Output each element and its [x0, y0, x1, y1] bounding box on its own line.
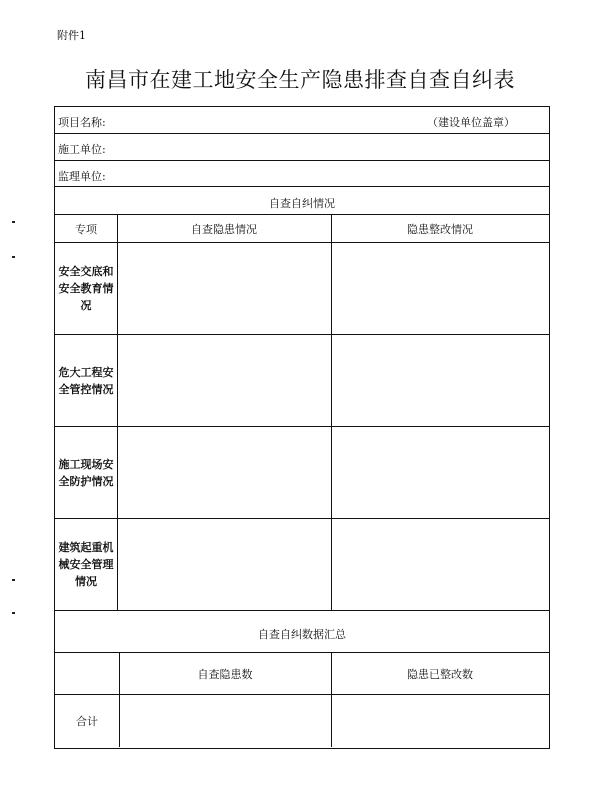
category-label: 安全交底和 安全教育情 况	[58, 265, 114, 312]
column-header-category: 专项	[75, 222, 97, 236]
stamp-note: （建设单位盖章）	[427, 116, 515, 129]
scan-mark	[12, 221, 15, 223]
construction-unit-label: 施工单位:	[58, 143, 106, 156]
section-title-row	[55, 187, 549, 215]
supervision-unit-row	[55, 161, 549, 187]
scan-mark	[12, 612, 15, 614]
summary-title-row	[55, 611, 549, 653]
summary-title: 自查自纠数据汇总	[258, 628, 346, 641]
summary-header-row	[55, 653, 549, 695]
form-title: 南昌市在建工地安全生产隐患排查自查自纠表	[85, 68, 515, 92]
category-label: 施工现场安 全防护情况	[58, 457, 114, 488]
summary-column-rectified: 隐患已整改数	[407, 667, 473, 681]
project-name-row	[55, 107, 549, 134]
scan-mark	[12, 256, 15, 258]
category-row-major-works	[55, 335, 549, 427]
supervision-unit-label: 监理单位:	[58, 170, 106, 183]
category-label: 建筑起重机 械安全管理 情况	[58, 541, 114, 588]
column-header-self-check: 自查隐患情况	[191, 222, 257, 236]
construction-unit-row	[55, 134, 549, 161]
attachment-label: 附件1	[57, 29, 86, 42]
column-header-row	[55, 215, 549, 243]
category-label: 危大工程安 全管控情况	[58, 365, 114, 396]
total-label: 合计	[76, 715, 98, 728]
column-header-rectification: 隐患整改情况	[407, 222, 473, 236]
total-row	[55, 695, 549, 747]
category-row-site-protection	[55, 427, 549, 519]
category-row-crane-management	[55, 519, 549, 611]
section-title: 自查自纠情况	[269, 197, 335, 210]
summary-column-found: 自查隐患数	[197, 667, 253, 681]
project-name-label: 项目名称:	[58, 116, 106, 129]
category-row-safety-education	[55, 243, 549, 335]
scan-mark	[12, 579, 15, 581]
inspection-table	[54, 106, 550, 749]
